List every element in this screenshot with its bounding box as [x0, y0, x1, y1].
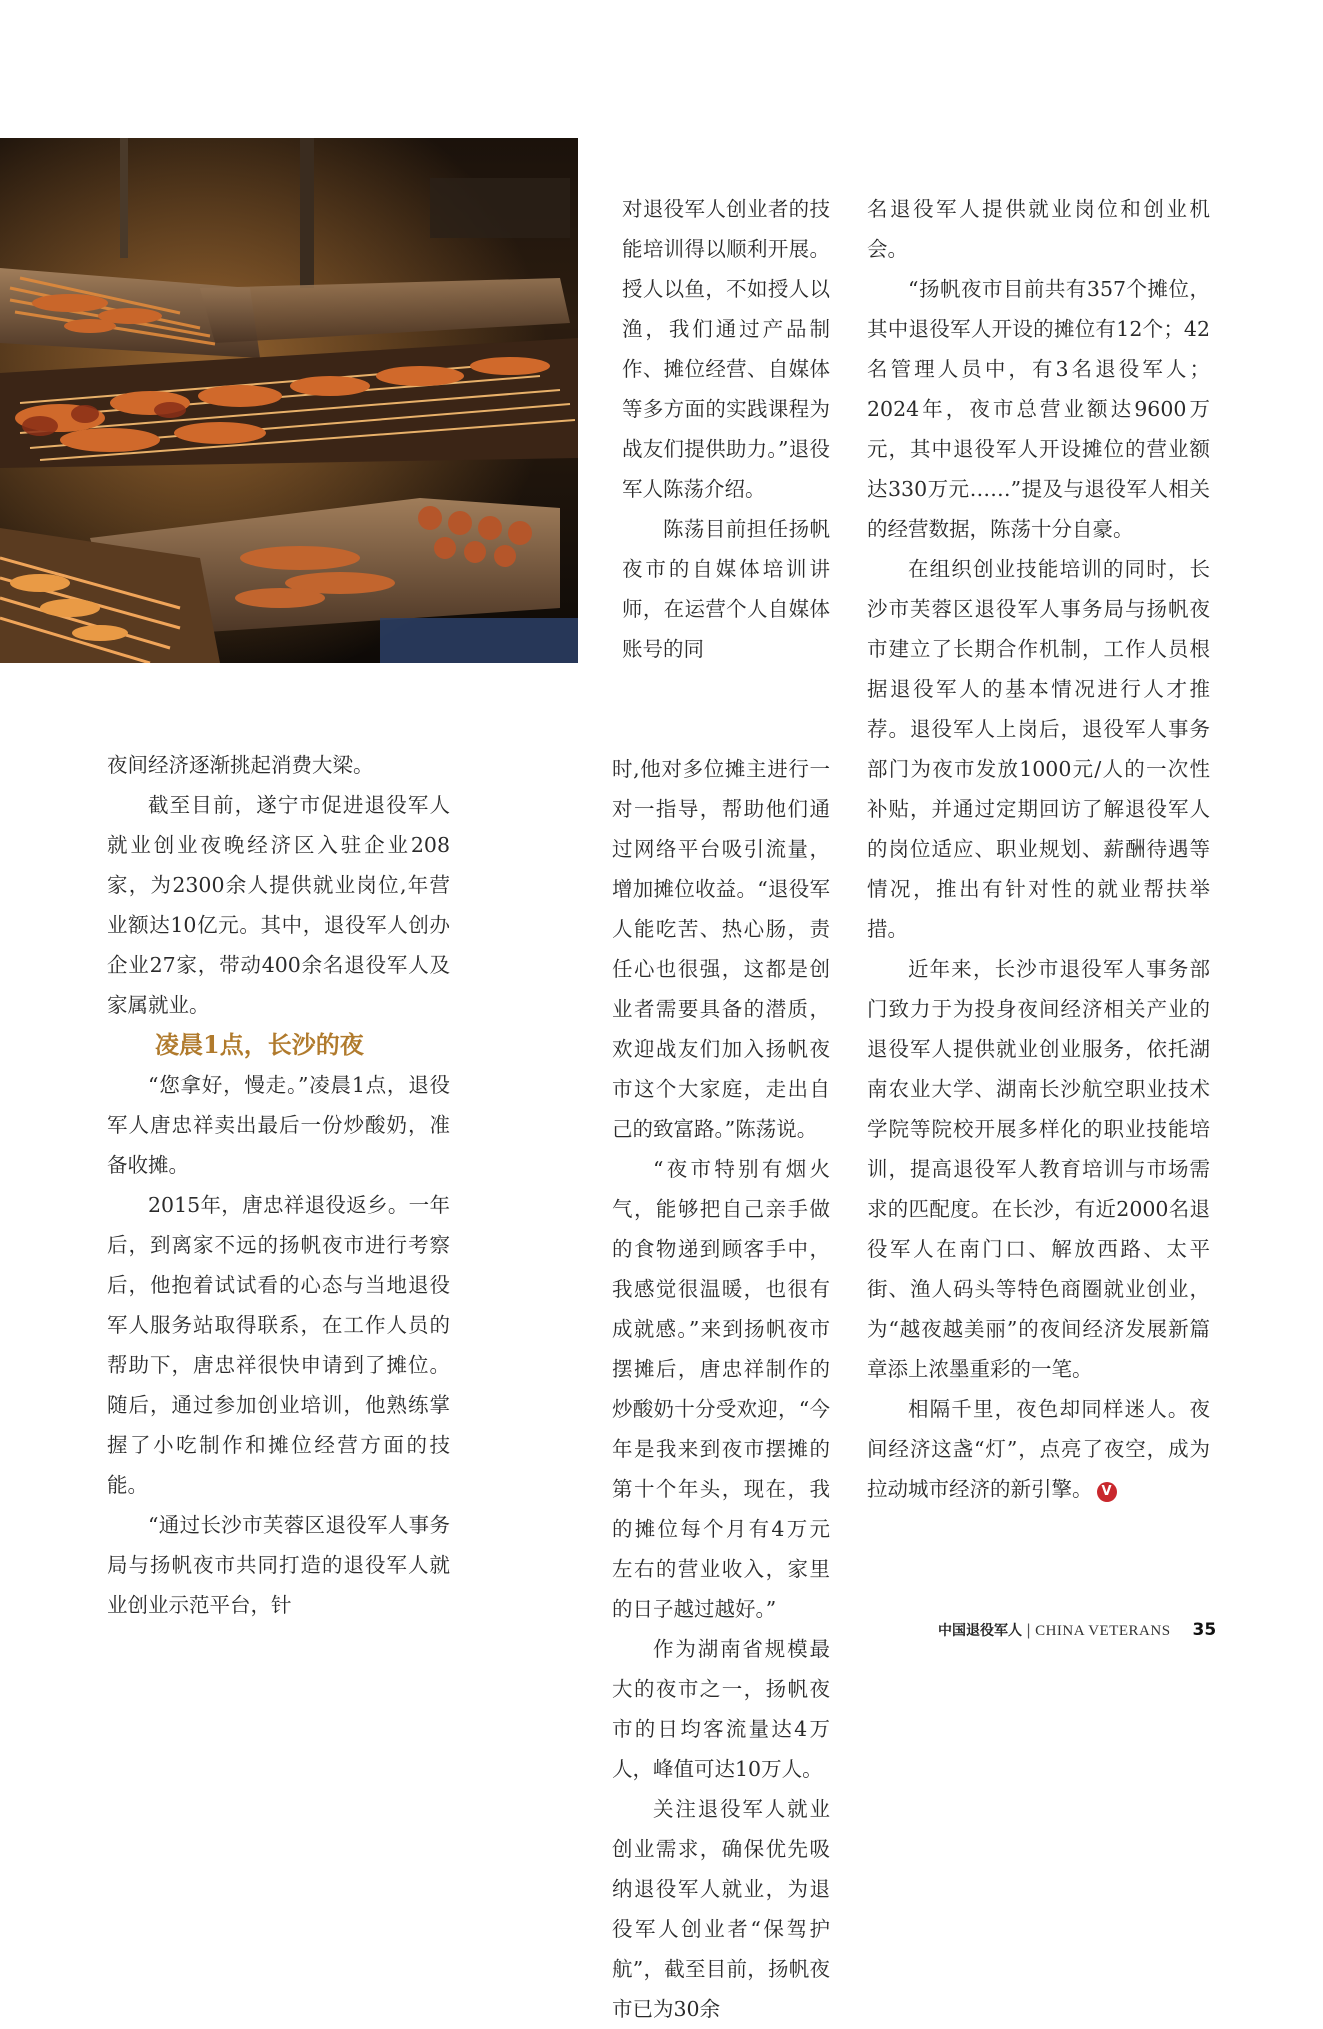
col1-paragraph-2: “您拿好，慢走。”凌晨1点，退役军人唐忠祥卖出最后一份炒酸奶，准备收摊。: [107, 1073, 450, 1177]
col1-paragraph-3: 2015年，唐忠祥退役返乡。一年后，到离家不远的扬帆夜市进行考察后，他抱着试试看的心态与当地退役军人服务站取得联系，在工作人员的帮助下，唐忠祥很快申请到了摊位。随后，通过参加创业培训，他熟练掌握了小吃制作和摊位经营方面的技能。: [107, 1193, 450, 1497]
article-column-3: [867, 189, 1210, 1509]
night-market-skewers-photo: [0, 138, 578, 663]
col3-paragraph-4: [867, 1389, 1210, 1509]
col3-paragraph-4-text: 相隔千里，夜色却同样迷人。夜间经济这盏“灯”，点亮了夜空，成为拉动城市经济的新引擎。: [867, 1397, 1210, 1501]
col1-paragraph-1: 截至目前，遂宁市促进退役军人就业创业夜晚经济区入驻企业208家，为2300余人提供就业岗位,年营业额达10亿元。其中，退役军人创办企业27家，带动400余名退役军人及家属就业。: [107, 793, 450, 1017]
col3-paragraph-0: 名退役军人提供就业岗位和创业机会。: [867, 197, 1210, 261]
page-number: 35: [1192, 1620, 1217, 1640]
col2-paragraph-1: 时,他对多位摊主进行一对一指导，帮助他们通过网络平台吸引流量，增加摊位收益。“退役军人能吃苦、热心肠，责任心也很强，这都是创业者需要具备的潜质，欢迎战友们加入扬帆夜市这个大家庭，走出自己的致富路。”陈荡说。: [612, 757, 830, 1141]
end-mark-icon: V: [1097, 1482, 1117, 1502]
section-heading: 凌晨1点，长沙的夜: [155, 1030, 364, 1059]
col3-paragraph-3: 近年来，长沙市退役军人事务部门致力于为投身夜间经济相关产业的退役军人提供就业创业服务，依托湖南农业大学、湖南长沙航空职业技术学院等院校开展多样化的职业技能培训，提高退役军人教育培训与市场需求的匹配度。在长沙，有近2000名退役军人在南门口、解放西路、太平街、渔人码头等特色商圈就业创业，为“越夜越美丽”的夜间经济发展新篇章添上浓墨重彩的一笔。: [867, 957, 1210, 1381]
col1-paragraph-4: “通过长沙市芙蓉区退役军人事务局与扬帆夜市共同打造的退役军人就业创业示范平台，针: [107, 1513, 450, 1617]
col2-paragraph-3: 作为湖南省规模最大的夜市之一，扬帆夜市的日均客流量达4万人，峰值可达10万人。: [612, 1637, 830, 1781]
article-column-2: [612, 749, 830, 2029]
col2-paragraph-2: “夜市特别有烟火气，能够把自己亲手做的食物递到顾客手中，我感觉很温暖，也很有成就感。”来到扬帆夜市摆摊后，唐忠祥制作的炒酸奶十分受欢迎，“今年是我来到夜市摆摊的第十个年头，现在，我的摊位每个月有4万元左右的营业收入，家里的日子越过越好。”: [612, 1157, 830, 1621]
footer-separator: |: [1026, 1621, 1032, 1639]
col1-paragraph-0: 夜间经济逐渐挑起消费大梁。: [107, 753, 374, 777]
page-footer: [938, 1620, 1216, 1640]
article-column-2-top: [622, 189, 830, 669]
col3-paragraph-1: “扬帆夜市目前共有357个摊位，其中退役军人开设的摊位有12个；42名管理人员中，有3名退役军人；2024年，夜市总营业额达9600万元，其中退役军人开设摊位的营业额达330万元……”提及与退役军人相关的经营数据，陈荡十分自豪。: [867, 277, 1210, 541]
col3-paragraph-2: 在组织创业技能培训的同时，长沙市芙蓉区退役军人事务局与扬帆夜市建立了长期合作机制，工作人员根据退役军人的基本情况进行人才推荐。退役军人上岗后，退役军人事务部门为夜市发放1000元/人的一次性补贴，并通过定期回访了解退役军人的岗位适应、职业规划、薪酬待遇等情况，推出有针对性的就业帮扶举措。: [867, 557, 1210, 941]
magazine-name-cn: 中国退役军人: [938, 1623, 1022, 1639]
col2-top-paragraph-1: 陈荡目前担任扬帆夜市的自媒体培训讲师，在运营个人自媒体账号的同: [622, 517, 830, 661]
col2-paragraph-4: 关注退役军人就业创业需求，确保优先吸纳退役军人就业，为退役军人创业者“保驾护航”，截至目前，扬帆夜市已为30余: [612, 1797, 830, 2021]
article-column-1: [107, 745, 450, 1625]
col2-top-paragraph-0: 对退役军人创业者的技能培训得以顺利开展。授人以鱼，不如授人以渔，我们通过产品制作、摊位经营、自媒体等多方面的实践课程为战友们提供助力。”退役军人陈荡介绍。: [622, 197, 830, 501]
magazine-name-en: CHINA VETERANS: [1035, 1623, 1171, 1639]
